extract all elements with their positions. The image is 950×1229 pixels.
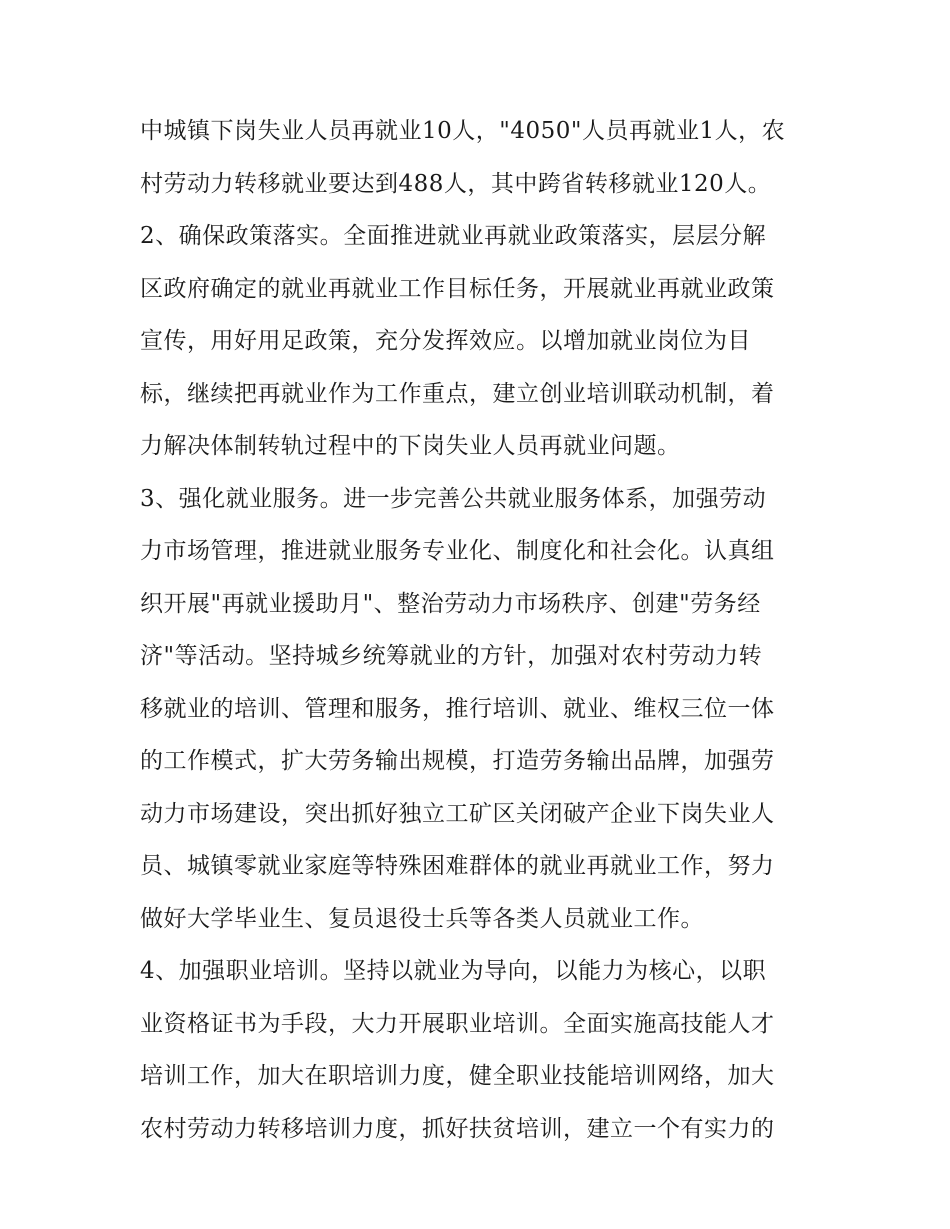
body-text [140,105,820,1155]
text-line: 村劳动力转移就业要达到488人，其中跨省转移就业120人。 [140,170,772,197]
text-line: 力解决体制转轨过程中的下岗失业人员再就业问题。 [140,433,681,459]
text-line: 农村劳动力转移培训力度，抓好扶贫培训，建立一个有实力的 [140,1115,775,1142]
text-line: 中城镇下岗失业人员再就业10人，"4050"人员再就业1人，农 [140,118,786,144]
text-line: 移就业的培训、管理和服务，推行培训、就业、维权三位一体 [140,695,775,722]
text-line: 济"等活动。坚持城乡统筹就业的方针，加强对农村劳动力转 [140,643,763,669]
text-line: 培训工作，加大在职培训力度，健全职业技能培训网络，加大 [140,1063,775,1089]
text-line: 3、强化就业服务。进一步完善公共就业服务体系，加强劳动 [140,485,767,512]
text-line: 做好大学毕业生、复员退役士兵等各类人员就业工作。 [140,905,704,932]
text-line: 2、确保政策落实。全面推进就业再就业政策落实，层层分解 [140,223,767,249]
text-line: 宣传，用好用足政策，充分发挥效应。以增加就业岗位为目 [140,328,751,354]
text-line: 动力市场建设，突出抓好独立工矿区关闭破产企业下岗失业人 [140,800,775,827]
text-line: 的工作模式，扩大劳务输出规模，打造劳务输出品牌，加强劳 [140,748,775,774]
text-line: 织开展"再就业援助月"、整治劳动力市场秩序、创建"劳务经 [140,590,761,617]
text-line: 员、城镇零就业家庭等特殊困难群体的就业再就业工作，努力 [140,853,775,879]
text-line: 业资格证书为手段，大力开展职业培训。全面实施高技能人才 [140,1010,775,1037]
text-line: 4、加强职业培训。坚持以就业为导向，以能力为核心，以职 [140,958,767,984]
text-line: 标，继续把再就业作为工作重点，建立创业培训联动机制，着 [140,380,775,407]
text-line: 力市场管理，推进就业服务专业化、制度化和社会化。认真组 [140,538,775,564]
text-line: 区政府确定的就业再就业工作目标任务，开展就业再就业政策 [140,275,775,302]
